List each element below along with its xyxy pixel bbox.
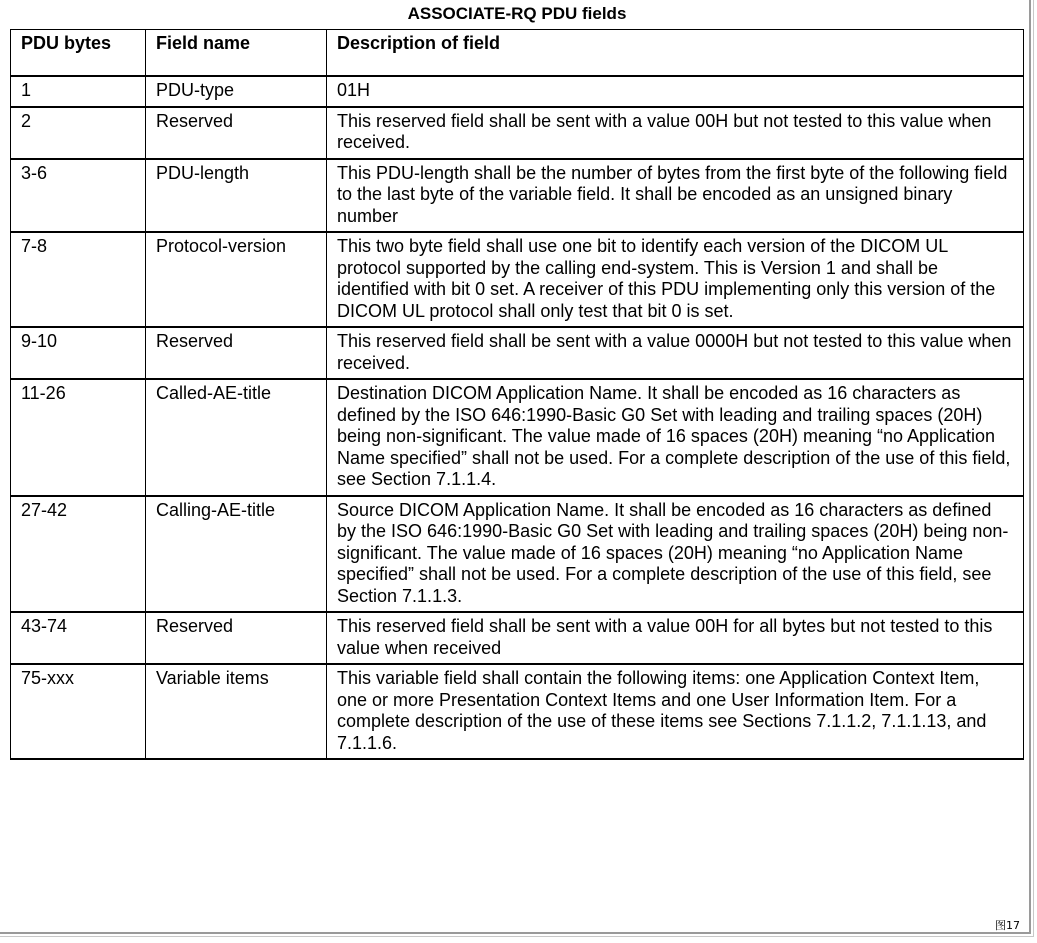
- page-shadow-right-outer: [1033, 0, 1034, 936]
- cell-pdu-bytes: 43-74: [11, 612, 146, 664]
- cell-pdu-bytes: 7-8: [11, 232, 146, 327]
- cell-field-name: Reserved: [146, 612, 327, 664]
- cell-description: This variable field shall contain the following items: one Application Context Item, one or more Presentation Context Items and one User Information Item. For a complete description of the use of these items see Sections 7.1.1.2, 7.1.1.13, and 7.1.1.6.: [327, 664, 1024, 759]
- table-row: [11, 496, 1024, 613]
- table-row: [11, 107, 1024, 159]
- figure-label: 图17: [995, 919, 1020, 932]
- table-row: [11, 159, 1024, 233]
- cell-field-name: Reserved: [146, 107, 327, 159]
- table-caption: ASSOCIATE-RQ PDU fields: [407, 4, 627, 23]
- cell-field-name: Reserved: [146, 327, 327, 379]
- cell-description: This two byte field shall use one bit to identify each version of the DICOM UL protocol supported by the calling end-system. This is Version 1 and shall be identified with bit 0 set. A receiver of this PDU implementing only this version of the DICOM UL protocol shall only test that bit 0 is set.: [327, 232, 1024, 327]
- cell-pdu-bytes: 2: [11, 107, 146, 159]
- table-row: [11, 612, 1024, 664]
- cell-description: This reserved field shall be sent with a value 00H but not tested to this value when received.: [327, 107, 1024, 159]
- cell-field-name: Variable items: [146, 664, 327, 759]
- cell-pdu-bytes: 11-26: [11, 379, 146, 496]
- cell-field-name: PDU-length: [146, 159, 327, 233]
- table-row: [11, 232, 1024, 327]
- cell-description: Source DICOM Application Name. It shall be encoded as 16 characters as defined by the ISO 646:1990-Basic G0 Set with leading and trailing spaces (20H) being non-significant. The value made of 16 spaces (20H) meaning “no Application Name specified” shall not be used. For a complete description of the use of this field, see Section 7.1.1.3.: [327, 496, 1024, 613]
- cell-field-name: Called-AE-title: [146, 379, 327, 496]
- cell-field-name: Protocol-version: [146, 232, 327, 327]
- page-shadow-bottom: [0, 932, 1031, 934]
- table-row: [11, 327, 1024, 379]
- cell-field-name: PDU-type: [146, 76, 327, 107]
- cell-pdu-bytes: 3-6: [11, 159, 146, 233]
- cell-field-name: Calling-AE-title: [146, 496, 327, 613]
- table-row: [11, 664, 1024, 759]
- page-shadow-bottom-outer: [0, 936, 1034, 937]
- cell-description: This reserved field shall be sent with a value 0000H but not tested to this value when received.: [327, 327, 1024, 379]
- cell-description: 01H: [327, 76, 1024, 107]
- header-pdu-bytes: PDU bytes: [11, 30, 146, 77]
- table-row: [11, 76, 1024, 107]
- cell-description: This PDU-length shall be the number of bytes from the first byte of the following field to the last byte of the variable field. It shall be encoded as an unsigned binary number: [327, 159, 1024, 233]
- cell-pdu-bytes: 27-42: [11, 496, 146, 613]
- cell-pdu-bytes: 1: [11, 76, 146, 107]
- cell-pdu-bytes: 9-10: [11, 327, 146, 379]
- table-row: [11, 379, 1024, 496]
- cell-description: Destination DICOM Application Name. It shall be encoded as 16 characters as defined by the ISO 646:1990-Basic G0 Set with leading and trailing spaces (20H) being non-significant. The value made of 16 spaces (20H) meaning “no Application Name specified” shall not be used. For a complete description of the use of this field, see Section 7.1.1.4.: [327, 379, 1024, 496]
- page-shadow-right: [1029, 0, 1031, 934]
- header-field-name: Field name: [146, 30, 327, 77]
- cell-pdu-bytes: 75-xxx: [11, 664, 146, 759]
- pdu-fields-table: [10, 29, 1024, 760]
- cell-description: This reserved field shall be sent with a value 00H for all bytes but not tested to this value when received: [327, 612, 1024, 664]
- table-header-row: [11, 30, 1024, 77]
- header-description: Description of field: [327, 30, 1024, 77]
